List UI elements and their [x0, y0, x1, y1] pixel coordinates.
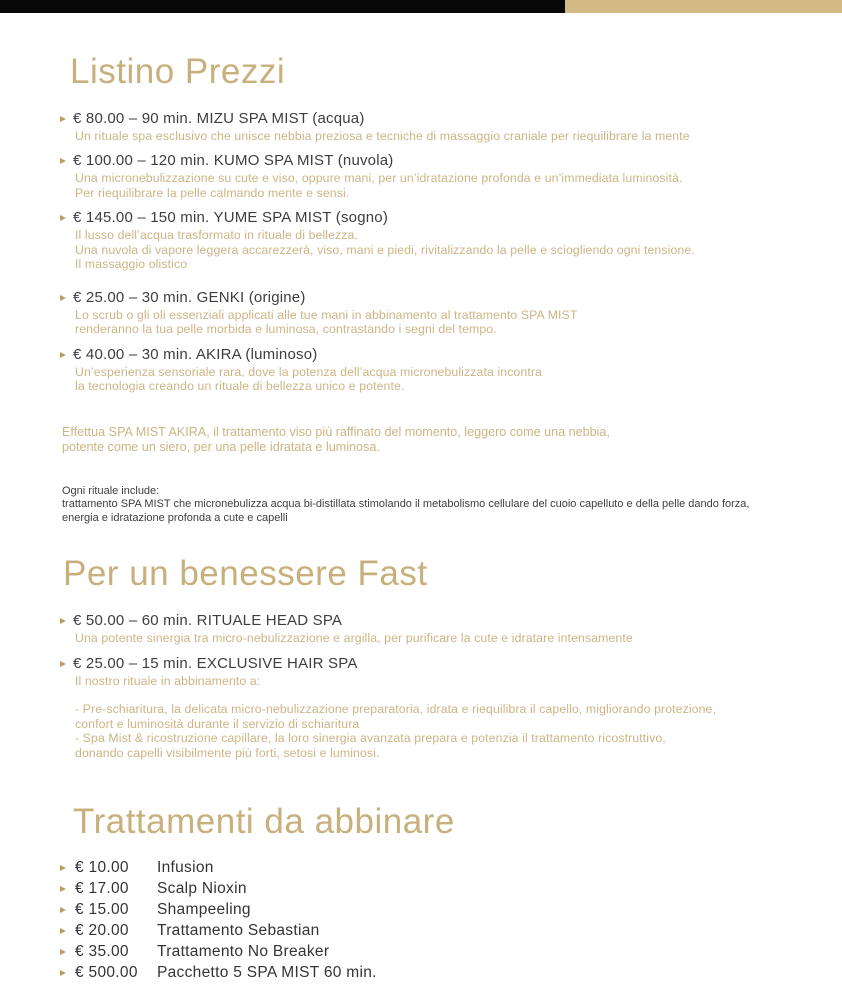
bullet-triangle-icon [60, 116, 66, 122]
price-value: € 35.00 [75, 943, 129, 961]
treatment-heading-text: € 50.00 – 60 min. RITUALE HEAD SPA [73, 612, 343, 629]
treatment-heading-text: € 25.00 – 30 min. GENKI (origine) [73, 288, 306, 306]
price-value: € 20.00 [75, 922, 129, 940]
price-name: Scalp Nioxin [157, 880, 247, 898]
description-line: Un’esperienza sensoriale rara, dove la potenza dell’acqua micronebulizzata incontra [75, 364, 542, 379]
bullet-triangle-icon [60, 928, 66, 934]
description-line: - Spa Mist & ricostruzione capillare, la loro sinergia avanzata prepara e potenzia il trattamento ricostruttivo, [75, 731, 666, 745]
top-bar-black-segment [0, 0, 565, 13]
treatment-list-fast [60, 612, 814, 760]
treatment-description [75, 308, 814, 337]
price-value: € 15.00 [75, 901, 129, 919]
description-line: la tecnologia creando un rituale di bellezza unico e potente. [75, 379, 405, 394]
treatment-item-mizu [60, 110, 814, 144]
price-value: € 17.00 [75, 880, 129, 898]
treatment-heading [60, 110, 814, 128]
note-line: trattamento SPA MIST che micronebulizza acqua bi-distillata stimolando il metabolismo cellulare del cuoio capelluto e della pelle dando forza, [62, 498, 750, 511]
treatment-heading-text: € 40.00 – 30 min. AKIRA (luminoso) [73, 345, 318, 363]
addon-price-list [60, 858, 814, 984]
treatment-description [75, 631, 814, 646]
price-row-pacchetto [60, 963, 814, 984]
bullet-triangle-icon [60, 949, 66, 955]
treatment-item-yume [60, 209, 814, 272]
description-line: Il lusso dell’acqua trasformato in rituale di bellezza. [75, 228, 359, 243]
description-line: Una micronebulizzazione su cute e viso, oppure mani, per un’idratazione profonda e un’immediata luminosità. [75, 171, 683, 186]
treatment-item-kumo [60, 152, 814, 200]
price-name: Shampeeling [157, 901, 251, 919]
treatment-heading-text: € 145.00 – 150 min. YUME SPA MIST (sogno) [73, 209, 389, 227]
treatment-heading [60, 346, 814, 364]
description-line: Il massaggio olistico [75, 257, 188, 272]
treatment-description [75, 171, 814, 200]
treatment-heading-text: € 100.00 – 120 min. KUMO SPA MIST (nuvola) [73, 152, 394, 170]
treatment-description [75, 365, 814, 394]
highlight-line: Effettua SPA MIST AKIRA, il trattamento viso più raffinato del momento, leggero come una nebbia, [62, 424, 610, 439]
description-line: Per riequilibrare la pelle calmando mente e sensi. [75, 185, 350, 200]
treatment-description [75, 129, 814, 144]
treatment-list-main [60, 110, 814, 394]
bullet-triangle-icon [60, 158, 66, 164]
top-bar [0, 0, 842, 13]
bullet-triangle-icon [60, 886, 66, 892]
treatment-heading [60, 289, 814, 307]
price-value: € 500.00 [75, 964, 138, 982]
bullet-triangle-icon [60, 215, 66, 221]
description-line: donando capelli visibilmente più forti, setosi e luminosi. [75, 745, 380, 760]
treatment-description [75, 674, 814, 761]
ritual-note [62, 485, 814, 526]
bullet-triangle-icon [60, 618, 66, 624]
description-line: renderanno la tua pelle morbida e luminosa, contrastando i segni del tempo. [75, 322, 497, 337]
treatment-item-exclusive-hair-spa [60, 655, 814, 761]
price-name: Pacchetto 5 SPA MIST 60 min. [157, 964, 377, 982]
description-line: confort e luminosità durante il servizio di schiaritura [75, 716, 360, 731]
highlight-line: potente come un siero, per una pelle idratata e luminosa. [62, 440, 380, 455]
note-line: energia e idratazione profonda a cute e capelli [62, 511, 288, 524]
price-name: Trattamento No Breaker [157, 943, 330, 961]
description-line: Il nostro rituale in abbinamento a: [75, 673, 261, 688]
treatment-heading [60, 209, 814, 227]
treatment-description [75, 228, 814, 272]
treatment-heading [60, 152, 814, 170]
price-row-sebastian [60, 921, 814, 942]
price-value: € 10.00 [75, 859, 129, 877]
treatment-heading-text: € 25.00 – 15 min. EXCLUSIVE HAIR SPA [73, 654, 358, 672]
treatment-item-genki [60, 289, 814, 337]
price-row-no-breaker [60, 942, 814, 963]
price-row-shampeeling [60, 900, 814, 921]
description-line: Una nuvola di vapore leggera accarezzerà, viso, mani e piedi, rivitalizzando la pelle e sciogliendo ogni tensione. [75, 242, 695, 257]
note-line: Ogni rituale include: [62, 484, 160, 497]
price-row-scalp-nioxin [60, 879, 814, 900]
treatment-item-akira [60, 346, 814, 394]
description-line: Un rituale spa esclusivo che unisce nebbia preziosa e tecniche di massaggio craniale per riequilibrare la mente [75, 128, 690, 143]
description-spacer [75, 688, 814, 702]
top-bar-gold-accent [565, 0, 842, 13]
document-body [0, 54, 842, 984]
bullet-triangle-icon [60, 352, 66, 358]
price-name: Infusion [157, 859, 214, 877]
bullet-triangle-icon [60, 970, 66, 976]
bullet-triangle-icon [60, 295, 66, 301]
description-line: - Pre-schiaritura, la delicata micro-nebulizzazione preparatoria, idrata e riequilibra il capello, migliorando protezione, [75, 702, 717, 716]
treatment-heading [60, 612, 814, 630]
bullet-triangle-icon [60, 907, 66, 913]
treatment-item-head-spa [60, 612, 814, 646]
treatment-heading-text: € 80.00 – 90 min. MIZU SPA MIST (acqua) [73, 109, 365, 127]
bullet-triangle-icon [60, 865, 66, 871]
description-line: Una potente sinergia tra micro-nebulizzazione e argilla, per purificare la cute e idratare intensamente [75, 631, 633, 645]
section-title-listino-prezzi: Listino Prezzi [70, 52, 286, 91]
price-row-infusion [60, 858, 814, 879]
description-line: Lo scrub o gli oli essenziali applicati alle tue mani in abbinamento al trattamento SPA MIST [75, 307, 578, 322]
section-title-trattamenti-abbinare: Trattamenti da abbinare [73, 802, 455, 841]
treatment-heading [60, 655, 814, 673]
highlight-paragraph [62, 425, 814, 456]
bullet-triangle-icon [60, 661, 66, 667]
price-name: Trattamento Sebastian [157, 922, 320, 940]
section-title-benessere-fast: Per un benessere Fast [63, 554, 428, 594]
